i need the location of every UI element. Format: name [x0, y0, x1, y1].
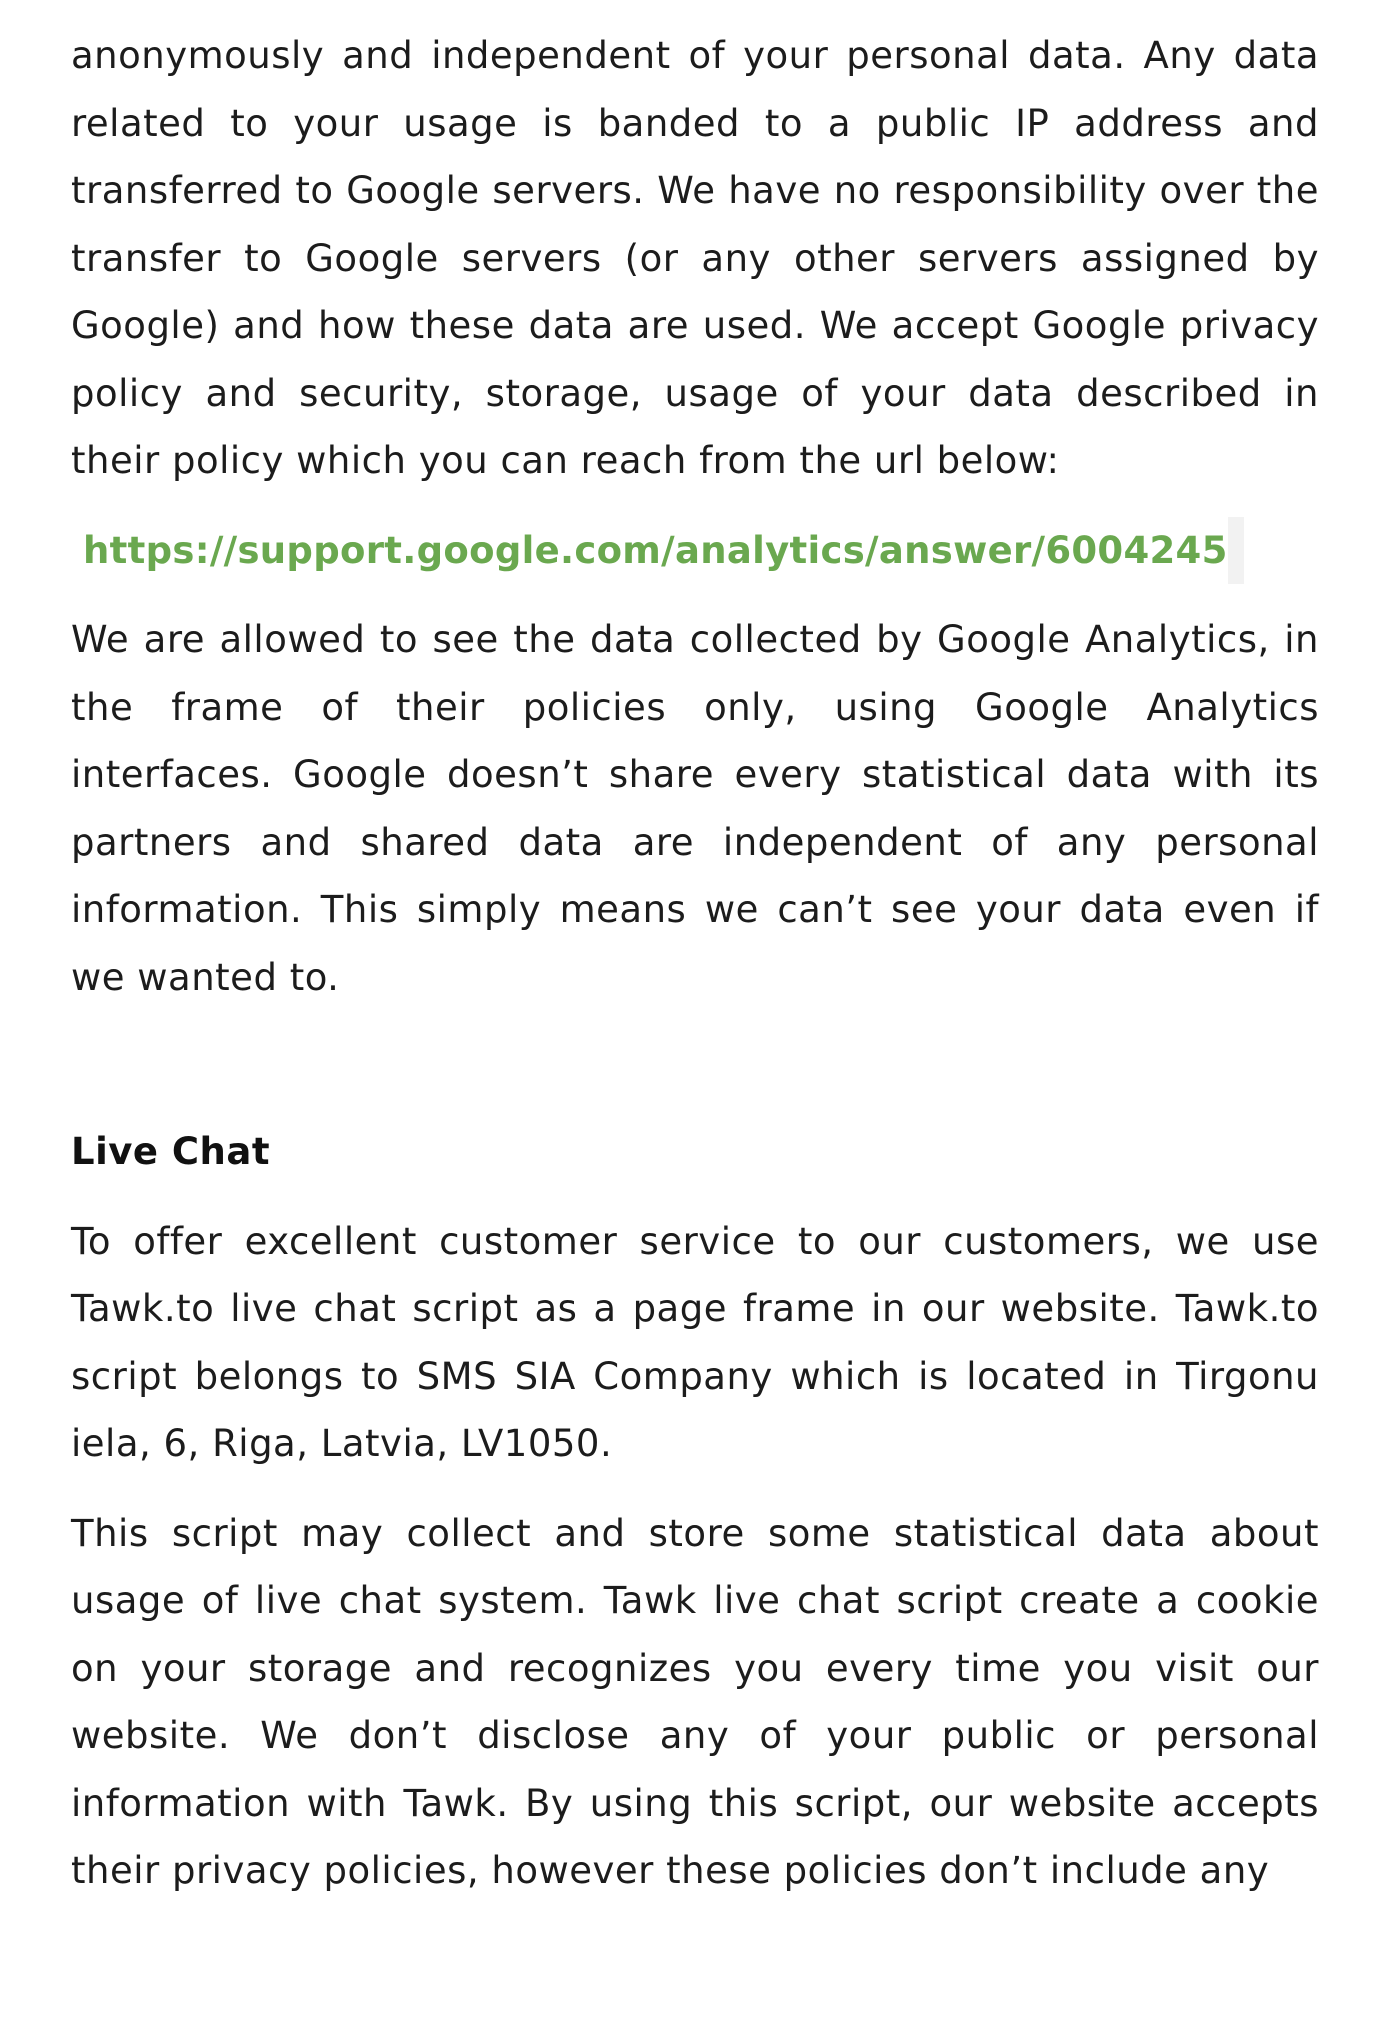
section-spacer	[71, 1033, 1319, 1118]
policy-content	[71, 22, 1319, 1927]
google-analytics-policy-link[interactable]: https://support.google.com/analytics/answer/6004245	[83, 517, 1244, 585]
analytics-paragraph-1: anonymously and independent of your personal data. Any data related to your usage is banded to a public IP address and transferred to Google servers. We have no responsibility over the transfer to Google servers (or any other servers assigned by Google) and how these data are used. We accept Google privacy policy and security, storage, usage of your data described in their policy which you can reach from the url below:	[71, 34, 1319, 482]
live-chat-heading: Live Chat	[71, 1130, 271, 1173]
live-chat-paragraph-2: This script may collect and store some statistical data about usage of live chat system. Tawk live chat script create a cookie on your storage and recognizes you every time you visit our website. We don’t disclose any of your public or personal information with Tawk. By using this script, our website accepts their privacy policies, however these policies don’t include any	[71, 1511, 1319, 1892]
analytics-link-row	[71, 517, 1319, 585]
live-chat-paragraph-1: To offer excellent customer service to our customers, we use Tawk.to live chat script as a page frame in our website. Tawk.to script belongs to SMS SIA Company which is located in Tirgonu iela, 6, Riga, Latvia, LV1050.	[71, 1219, 1319, 1465]
analytics-paragraph-2: We are allowed to see the data collected by Google Analytics, in the frame of their policies only, using Google Analytics interfaces. Google doesn’t share every statistical data with its partners and shared data are independent of any personal information. This simply means we can’t see your data even if we wanted to.	[71, 618, 1319, 999]
